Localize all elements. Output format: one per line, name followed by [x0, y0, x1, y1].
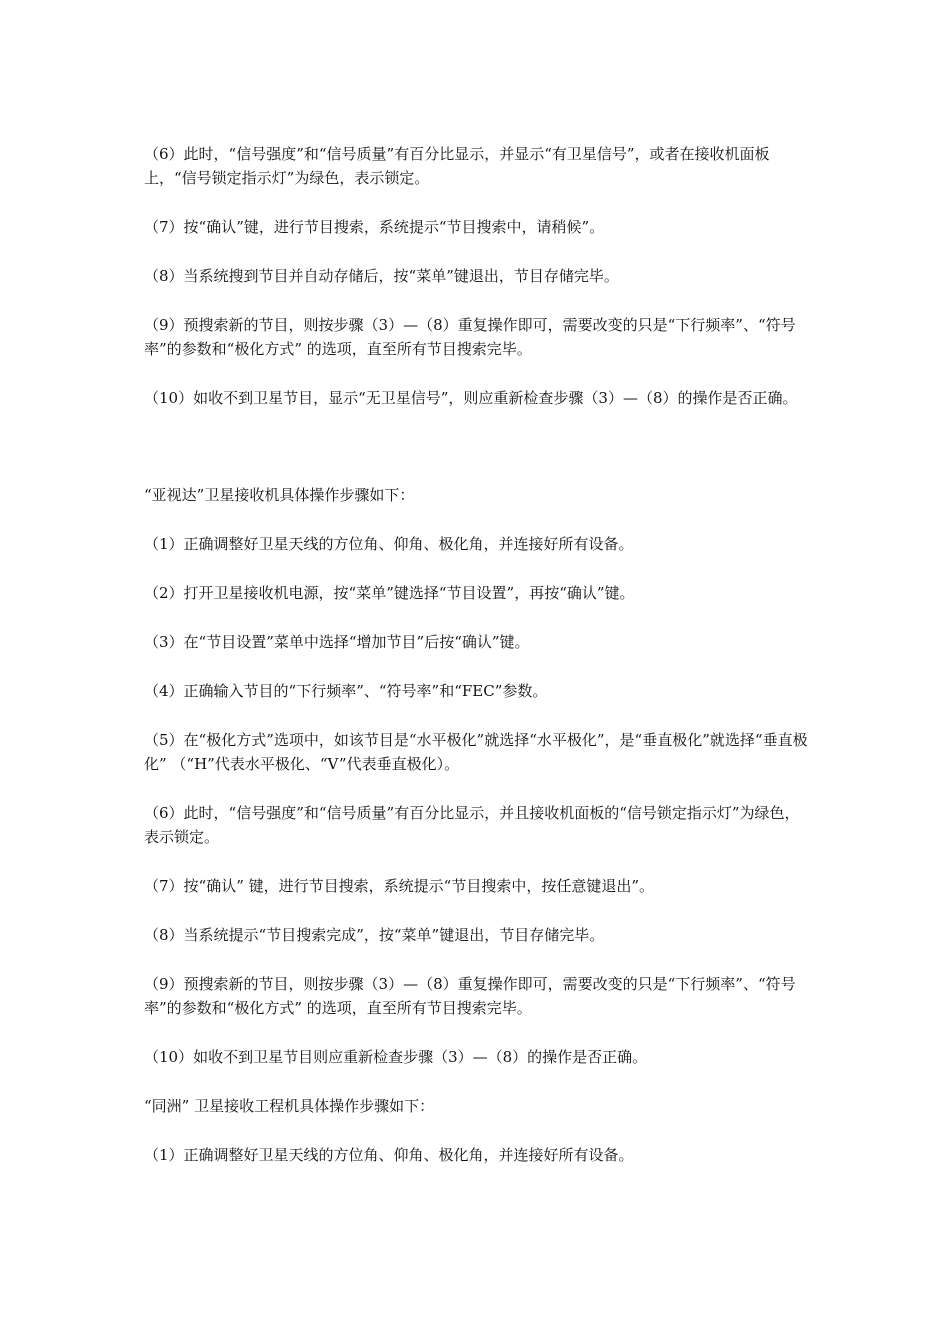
tongzhou-step-1: （1）正确调整好卫星天线的方位角、仰角、极化角，并连接好所有设备。: [144, 1146, 634, 1164]
yashida-step-7: （7）按“确认” 键，进行节目搜索，系统提示“节目搜索中，按任意键退出”。: [144, 877, 654, 895]
section-heading-yashida: “亚视达”卫星接收机具体操作步骤如下：: [144, 486, 415, 504]
step-8-store-exit: （8）当系统搜到节目并自动存储后，按“菜单”键退出，节目存储完毕。: [144, 267, 619, 285]
step-6-signal-display: （6）此时，“信号强度”和“信号质量”有百分比显示，并显示“有卫星信号”，或者在接收机面板上，“信号锁定指示灯”为绿色，表示锁定。: [144, 145, 770, 187]
yashida-step-9: （9）预搜索新的节目，则按步骤（3）—（8）重复操作即可，需要改变的只是“下行频率”、“符号率”的参数和“极化方式” 的选项，直至所有节目搜索完毕。: [144, 975, 796, 1017]
yashida-step-8: （8）当系统提示“节目搜索完成”，按“菜单”键退出，节目存储完毕。: [144, 926, 605, 944]
yashida-step-10: （10）如收不到卫星节目则应重新检查步骤（3）—（8）的操作是否正确。: [144, 1048, 648, 1066]
step-9-repeat-search: （9）预搜索新的节目，则按步骤（3）—（8）重复操作即可，需要改变的只是“下行频率”、“符号率”的参数和“极化方式” 的选项，直至所有节目搜索完毕。: [144, 316, 796, 358]
yashida-step-1: （1）正确调整好卫星天线的方位角、仰角、极化角，并连接好所有设备。: [144, 535, 634, 553]
section-heading-tongzhou: “同洲” 卫星接收工程机具体操作步骤如下：: [144, 1097, 435, 1115]
yashida-step-2: （2）打开卫星接收机电源，按“菜单”键选择“节目设置”，再按“确认”键。: [144, 584, 635, 602]
yashida-step-3: （3）在“节目设置”菜单中选择“增加节目”后按“确认”键。: [144, 633, 530, 651]
step-10-check-operations: （10）如收不到卫星节目，显示“无卫星信号”，则应重新检查步骤（3）—（8）的操作是否正确。: [144, 389, 798, 407]
step-7-confirm-search: （7）按“确认”键，进行节目搜索，系统提示“节目搜索中，请稍候”。: [144, 218, 605, 236]
yashida-step-4: （4）正确输入节目的“下行频率”、“符号率”和“FEC”参数。: [144, 682, 548, 700]
yashida-step-5: （5）在“极化方式”选项中，如该节目是“水平极化”就选择“水平极化”，是“垂直极化”就选择“垂直极化” （“H”代表水平极化、“V”代表垂直极化）。: [144, 731, 808, 773]
yashida-step-6: （6）此时，“信号强度”和“信号质量”有百分比显示，并且接收机面板的“信号锁定指示灯”为绿色，表示锁定。: [144, 804, 800, 846]
document-body: [144, 142, 812, 1167]
